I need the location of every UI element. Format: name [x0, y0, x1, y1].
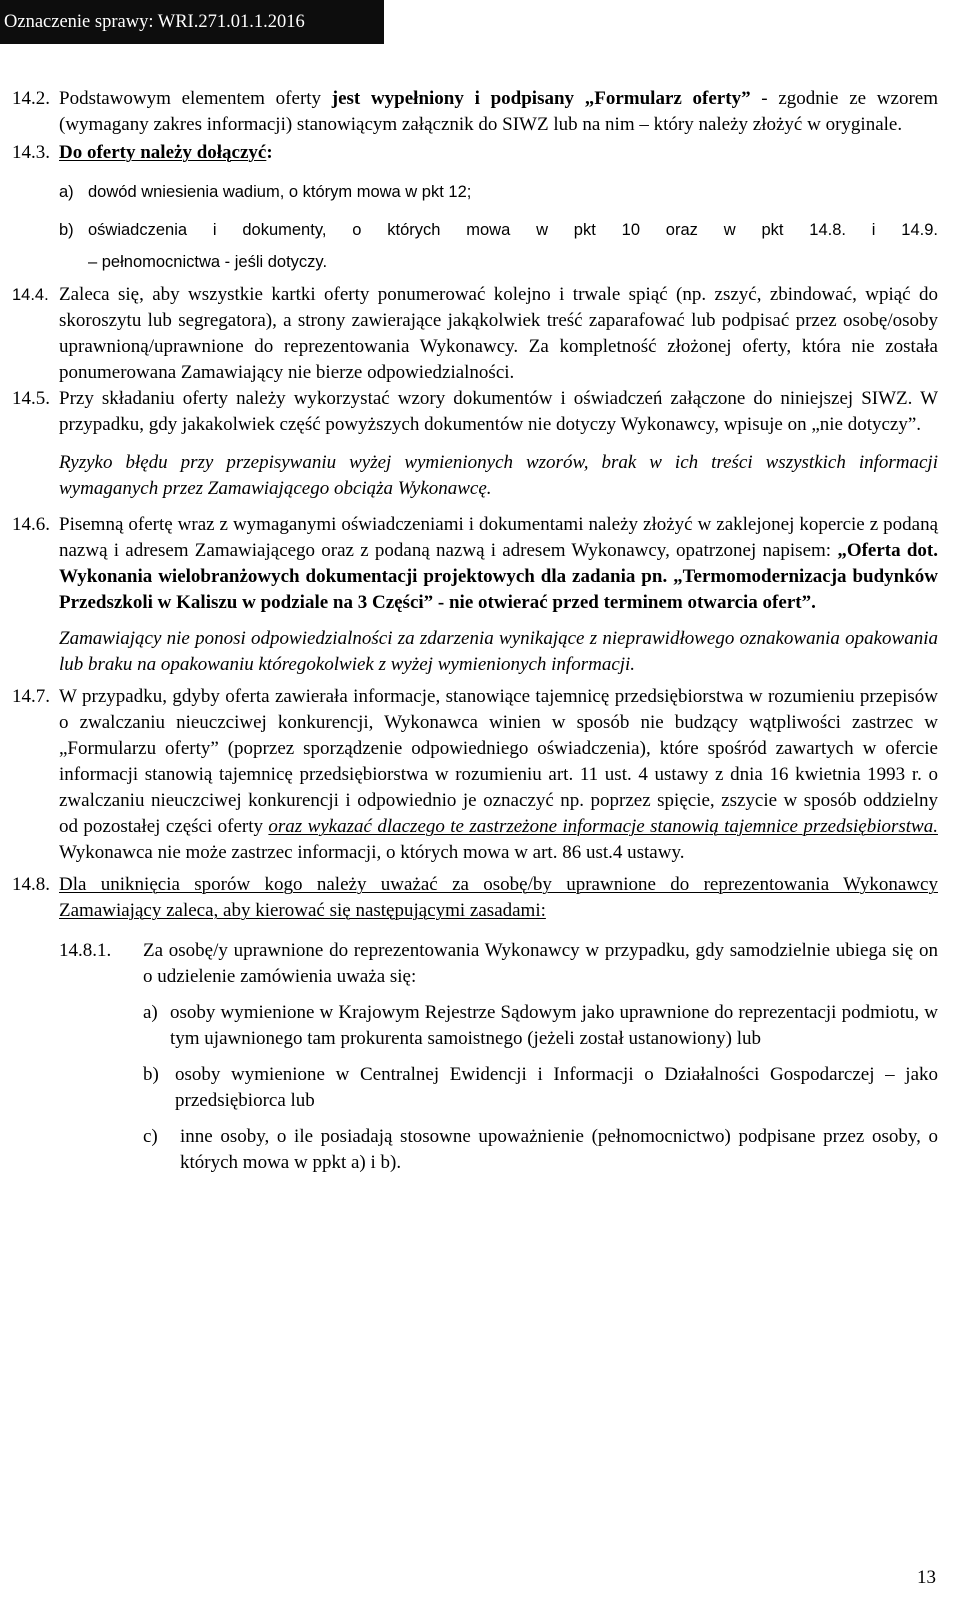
list-text: inne osoby, o ile posiadają stosowne upoważnienie (pełnomocnictwo) podpisane przez osoby, o których mowa w ppkt a) i b). — [180, 1126, 938, 1173]
section-14-3 — [12, 140, 938, 166]
section-14-5 — [12, 386, 938, 438]
list-text: osoby wymienione w Centralnej Ewidencji i Informacji o Działalności Gospodarczej – jako przedsiębiorca lub — [175, 1064, 938, 1111]
list-item-a — [59, 176, 938, 208]
text-run: Podstawowym elementem oferty — [59, 88, 332, 109]
underlined-heading: Do oferty należy dołączyć — [59, 142, 267, 163]
list-label: c) — [143, 1126, 158, 1147]
section-text — [59, 512, 938, 616]
section-text — [59, 684, 938, 866]
section-text — [59, 86, 938, 138]
section-number: 14.8. — [12, 874, 50, 895]
bold-text: „Oferta dot. Wykonania wielobranżowych dokumentacji projektowych dla zadania pn. „Termomodernizacja budynków Przedszkoli w Kaliszu w podziale na 3 Części” - nie otwierać przed terminem otwarcia ofert”. — [59, 540, 938, 613]
bold-text: jest wypełniony i podpisany „Formularz oferty” — [331, 88, 751, 109]
section-text: Przy składaniu oferty należy wykorzystać wzory dokumentów i oświadczeń załączone do niniejszej SIWZ. W przypadku, gdy jakakolwiek część powyższych dokumentów nie dotyczy Wykonawcy, wpisuje on „nie dotyczy”. — [59, 388, 938, 435]
subsection-text: Za osobę/y uprawnione do reprezentowania Wykonawcy w przypadku, gdy samodzielnie ubiega się on o udzielenie zamówienia uważa się: — [143, 940, 938, 987]
list-text-continuation: – pełnomocnictwa - jeśli dotyczy. — [88, 253, 328, 271]
section-14-4 — [12, 282, 938, 386]
section-14-7 — [12, 684, 938, 866]
underlined-italic-text: oraz wykazać dlaczego te zastrzeżone informacje stanowią tajemnice przedsiębiorstwa. — [268, 816, 938, 837]
list-item-b — [59, 214, 938, 278]
section-14-2 — [12, 86, 938, 138]
section-number: 14.4. — [12, 286, 49, 304]
text-run: - zgodnie ze wzorem (wymagany zakres informacji) stanowiącym załącznik do SIWZ lub na nim – który należy złożyć w oryginale. — [59, 88, 938, 135]
list-label: b) — [143, 1064, 159, 1085]
section-14-8 — [12, 872, 938, 924]
subsection-number: 14.8.1. — [59, 940, 112, 961]
text-run: Wykonawca nie może zastrzec informacji, o których mowa w art. 86 ust.4 ustawy. — [59, 842, 685, 863]
list-label: a) — [59, 183, 74, 201]
section-text: Zaleca się, aby wszystkie kartki oferty ponumerować kolejno i trwale spiąć (np. zszyć, zbindować, wpiąć do skoroszytu lub segregatora), a strony zawierające jakąkolwiek treść zaparafować lub podpisać przez osobę/osoby uprawnioną/uprawnione do reprezentowania Wykonawcy. Za kompletność złożonej oferty, która nie została ponumerowana Zamawiający nie bierze odpowiedzialności. — [59, 284, 938, 383]
list-text: dowód wniesienia wadium, o którym mowa w pkt 12; — [88, 183, 472, 201]
section-number: 14.7. — [12, 686, 50, 707]
document-body — [12, 86, 938, 1176]
list-text: osoby wymienione w Krajowym Rejestrze Sądowym jako uprawnione do reprezentacji podmiotu, w tym ujawnionego tam prokurenta samoistnego (jeżeli został ustanowiony) lub — [170, 1002, 938, 1049]
section-number: 14.3. — [12, 142, 50, 163]
section-number: 14.6. — [12, 514, 50, 535]
section-heading — [59, 140, 938, 166]
section-note: Ryzyko błędu przy przepisywaniu wyżej wymienionych wzorów, brak w ich treści wszystkich informacji wymaganych przez Zamawiającego obciąża Wykonawcę. — [59, 452, 938, 499]
subsection-14-8-1 — [59, 938, 938, 990]
colon: : — [266, 142, 273, 163]
section-number: 14.5. — [12, 388, 50, 409]
rep-item-b — [143, 1062, 938, 1114]
case-reference-header: Oznaczenie sprawy: WRI.271.01.1.2016 — [0, 0, 384, 44]
list-label: b) — [59, 221, 74, 239]
section-note: Zamawiający nie ponosi odpowiedzialności za zdarzenia wynikające z nieprawidłowego oznakowania opakowania lub braku na opakowaniu któregokolwiek z wyżej wymienionych informacji. — [59, 628, 938, 675]
rep-item-c — [143, 1124, 938, 1176]
rep-item-a — [143, 1000, 938, 1052]
section-14-6 — [12, 512, 938, 616]
text-run: W przypadku, gdyby oferta zawierała informacje, stanowiące tajemnicę przedsiębiorstwa w rozumieniu przepisów o zwalczaniu nieuczciwej konkurencji, Wykonawca winien w sposób nie budzący wątpliwości zastrzec w „Formularzu oferty” (poprzez sporządzenie odpowiedniego oświadczenia), które spośród zawartych w ofercie informacji stanowią tajemnicę przedsiębiorstwa w rozumieniu art. 11 ust. 4 ustawy z dnia 16 kwietnia 1993 r. o zwalczaniu nieuczciwej konkurencji i odpowiednio je oznaczyć np. poprzez spięcie, zszycie w sposób oddzielny od pozostałej części oferty — [59, 686, 938, 837]
page-number: 13 — [917, 1567, 936, 1588]
list-label: a) — [143, 1002, 158, 1023]
underlined-text: Dla uniknięcia sporów kogo należy uważać za osobę/by uprawnione do reprezentowania Wykonawcy Zamawiający zaleca, aby kierować się następującymi zasadami: — [59, 874, 938, 921]
list-text: oświadczenia i dokumenty, o których mowa w pkt 10 oraz w pkt 14.8. i 14.9. — [88, 221, 938, 239]
text-run: Pisemną ofertę wraz z wymaganymi oświadczeniami i dokumentami należy złożyć w zaklejonej kopercie z podaną nazwą i adresem Zamawiającego oraz z podaną nazwą i adresem Wykonawcy, opatrzonej napisem: — [59, 514, 938, 561]
section-number: 14.2. — [12, 88, 50, 109]
section-text — [59, 872, 938, 924]
